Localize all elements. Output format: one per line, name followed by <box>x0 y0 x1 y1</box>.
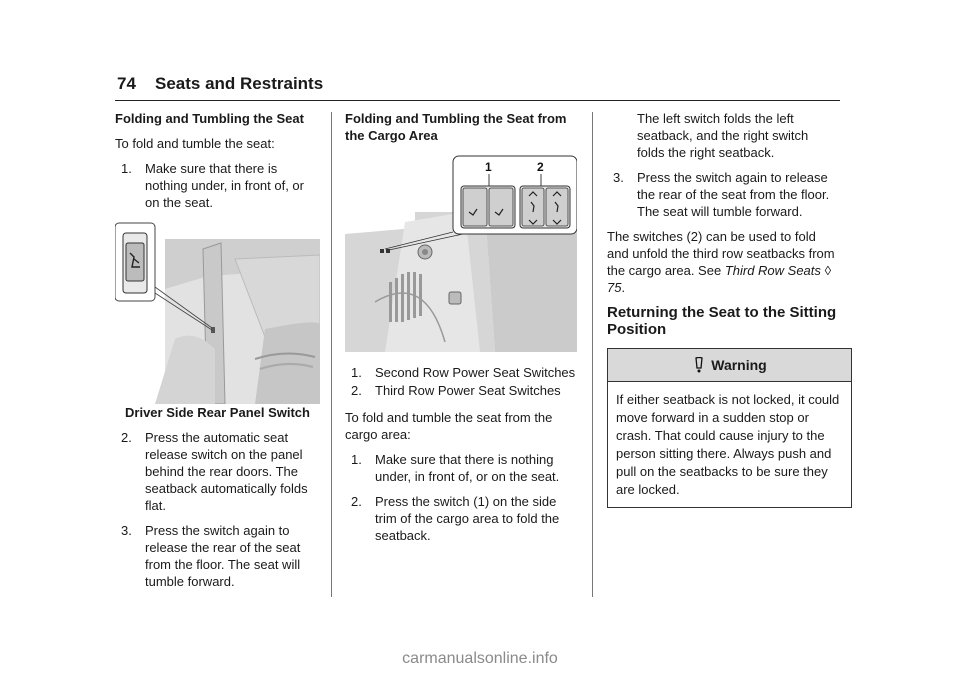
step-list <box>115 160 320 211</box>
list-item: 2. Press the automatic seat release switch on the panel behind the rear doors. The seatback automatically folds flat. <box>121 430 308 513</box>
step-list <box>345 451 580 544</box>
column-3 <box>607 110 839 508</box>
callout-1: 1 <box>485 160 492 174</box>
section-title: Seats and Restraints <box>155 74 324 93</box>
step-list <box>115 429 320 590</box>
intro-text: To fold and tumble the seat from the cargo area: <box>345 410 553 442</box>
watermark: carmanualsonline.info <box>402 650 558 667</box>
warning-icon <box>692 357 706 373</box>
column-1 <box>115 110 320 598</box>
legend-item: 2. Third Row Power Seat Switches <box>351 383 561 398</box>
column-2 <box>345 110 580 552</box>
paragraph: The switches (2) can be used to fold and unfold the third row seatbacks from the cargo area. See Third Row Seats ◊ 75. <box>607 229 835 295</box>
list-item: 1. Make sure that there is nothing under, in front of, or on the seat. <box>351 452 560 484</box>
cargo-area-switch-illustration <box>345 152 577 352</box>
warning-header <box>608 349 851 382</box>
column-divider <box>592 112 593 597</box>
warning-box <box>607 348 852 508</box>
page-ref-icon: ◊ <box>824 263 831 278</box>
continued-text: The left switch folds the left seatback, and the right switch folds the right seatback. <box>637 111 809 160</box>
step-list <box>607 169 839 220</box>
warning-title: Warning <box>711 356 767 373</box>
list-item: 3. Press the switch again to release the rear of the seat from the floor. The seat will tumble forward. <box>121 523 301 589</box>
legend-item: 1. Second Row Power Seat Switches <box>351 365 576 380</box>
cross-reference-link[interactable]: Third Row Seats ◊ 75 <box>607 263 831 295</box>
list-item: 3. Press the switch again to release the rear of the seat from the floor. The seat will tumble forward. <box>613 170 830 219</box>
page-header <box>115 70 840 101</box>
list-item: 2. Press the switch (1) on the side trim of the cargo area to fold the seatback. <box>351 494 560 543</box>
section-heading: Returning the Seat to the Sitting Position <box>607 304 837 338</box>
intro-text: To fold and tumble the seat: <box>115 136 275 151</box>
warning-text: If either seatback is not locked, it could move forward in a sudden stop or crash. That could cause injury to the person sitting there. Always push and pull on the seatbacks to be sure they are locked. <box>616 392 840 497</box>
subsection-heading: Folding and Tumbling the Seat <box>115 111 304 126</box>
column-divider <box>331 112 332 597</box>
callout-2: 2 <box>537 160 544 174</box>
page-number: 74 <box>117 74 136 93</box>
figure-caption: Driver Side Rear Panel Switch <box>125 405 310 420</box>
list-item: 1. Make sure that there is nothing under, in front of, or on the seat. <box>121 161 304 210</box>
subsection-heading: Folding and Tumbling the Seat from the Cargo Area <box>345 111 567 143</box>
legend-list <box>345 364 580 399</box>
rear-panel-switch-illustration <box>115 219 320 404</box>
